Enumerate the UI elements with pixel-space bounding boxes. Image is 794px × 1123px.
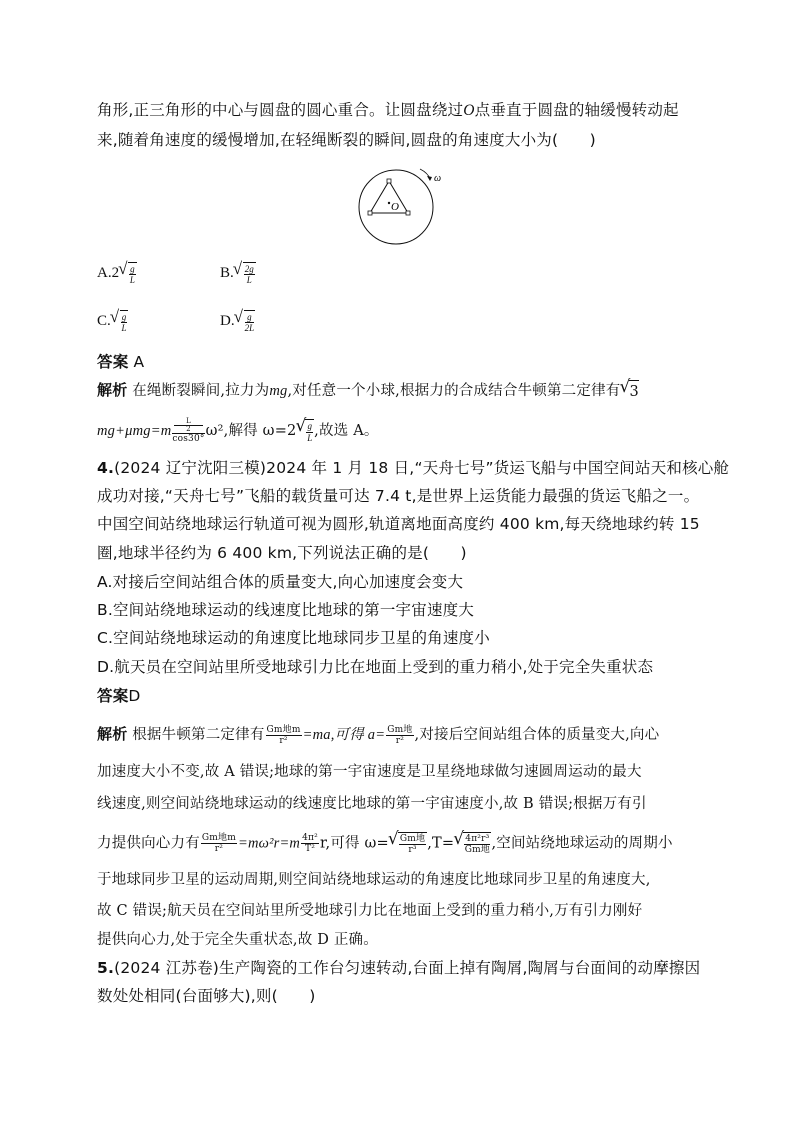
q4-option-d: D.航天员在空间站里所受地球引力比在地面上受到的重力稍小,处于完全失重状态 xyxy=(97,658,654,676)
q4-analysis-line-5: 于地球同步卫星的运动周期,则空间站绕地球运动的角速度比地球同步卫星的角速度大, xyxy=(97,872,651,888)
option-d: D. √ $\frac{g}{2L}$ xyxy=(220,310,255,333)
equilateral-triangle xyxy=(370,181,408,213)
q4-option-b: B.空间站绕地球运动的线速度比地球的第一宇宙速度大 xyxy=(97,601,475,619)
q4-option-a: A.对接后空间站组合体的质量变大,向心加速度会变大 xyxy=(97,573,464,591)
option-c: C. √ $\frac{g}{L}$ xyxy=(97,310,128,333)
q4-analysis-line-7: 提供向心力,处于完全失重状态,故 D 正确。 xyxy=(97,932,378,948)
q4-stem-line-1: 4.(2024 辽宁沈阳三模)2024 年 1 月 18 日,“天舟七号”货运飞船与中国空间站天和核心舱 xyxy=(97,459,730,477)
q3-stem-line-1: 角形,正三角形的中心与圆盘的圆心重合。让圆盘绕过O点垂直于圆盘的轴缓慢转动起 xyxy=(97,101,679,119)
q4-answer: 答案D xyxy=(97,687,141,705)
center-dot xyxy=(388,202,390,204)
q4-option-c: C.空间站绕地球运动的角速度比地球同步卫星的角速度小 xyxy=(97,629,490,647)
option-b: B. √ $\frac{2g}{L}$ xyxy=(220,262,256,285)
option-a: A.2 √ $\frac{g}{L}$ xyxy=(97,262,137,285)
omega-label: ω xyxy=(434,173,442,184)
q4-analysis-line-2: 加速度大小不变,故 A 错误;地球的第一宇宙速度是卫星绕地球做匀速圆周运动的最大 xyxy=(97,764,642,780)
q5-stem-line-2: 数处处相同(台面够大),则( ) xyxy=(97,987,316,1005)
q4-analysis-line-6: 故 C 错误;航天员在空间站里所受地球引力比在地面上受到的重力稍小,万有引力刚好 xyxy=(97,903,643,919)
q3-stem-line-2: 来,随着角速度的缓慢增加,在轻绳断裂的瞬间,圆盘的角速度大小为( ) xyxy=(97,131,596,149)
ball-right xyxy=(406,211,410,215)
q4-analysis-line-1: 解析 根据牛顿第二定律有 $\frac{\text{Gm地m}}{\text{r²}}$ =ma,可得 a= $\frac{\text{Gm地}}{\text{r²}}$ ,对接后空间站组合体的质量变大,向心 xyxy=(97,724,660,746)
q4-stem-line-4: 圈,地球半径约为 6 400 km,下列说法正确的是( ) xyxy=(97,544,467,562)
center-label: O xyxy=(391,201,399,213)
q5-stem-line-1: 5.(2024 江苏卷)生产陶瓷的工作台匀速转动,台面上掉有陶屑,陶屑与台面间的动摩擦因 xyxy=(97,959,701,977)
rotating-disc-figure xyxy=(350,165,450,245)
q3-analysis-line-1: 解析 在绳断裂瞬间,拉力为mg,对任意一个小球,根据力的合成结合牛顿第二定律有√ 3 xyxy=(97,380,703,402)
ball-left xyxy=(368,211,372,215)
q3-answer: 答案 A xyxy=(97,353,145,371)
rotation-arrow-head xyxy=(427,176,432,181)
q4-analysis-line-4: 力提供向心力有 $\frac{\text{Gm地m}}{\text{r²}}$ =mω²r=m $\frac{\text{4π²}}{\text{T²}}$ r,可得 ω= √ $\frac{\text{Gm地}}{\text{r³}}$ ,T= √ $\frac{\text{4π²r³}}{\text{Gm地}}$ ,空间站绕地球运动的周期小 xyxy=(97,832,703,855)
q4-stem-line-2: 成功对接,“天舟七号”飞船的载货量可达 7.4 t,是世界上运货能力最强的货运飞船之一。 xyxy=(97,487,700,505)
ball-top xyxy=(387,179,391,183)
q3-analysis-line-2: mg+μmg=m L 2 cos30° ω²,解得 ω=2 √ $\frac{g}{L}$ ,故选 A。 xyxy=(97,418,703,444)
q4-stem-line-3: 中国空间站绕地球运行轨道可视为圆形,轨道离地面高度约 400 km,每天绕地球约转 15 xyxy=(97,515,700,533)
q4-analysis-line-3: 线速度,则空间站绕地球运动的线速度比地球的第一宇宙速度小,故 B 错误;根据万有引 xyxy=(97,796,647,812)
